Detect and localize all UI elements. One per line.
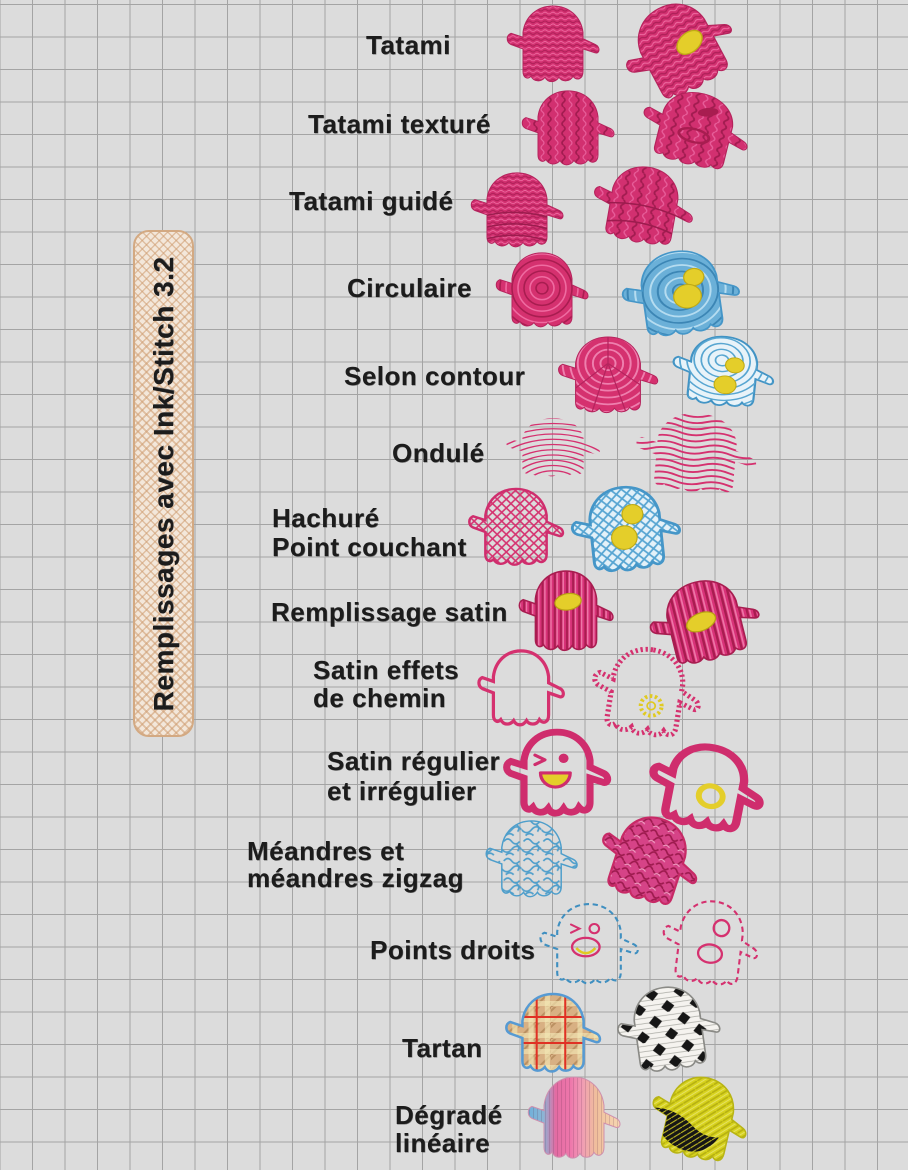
row-label-hachure: Hachuré Point couchant (272, 503, 467, 562)
ghost-sample-hachure-left (465, 486, 567, 572)
ghost-sample-tatami-guide-right (581, 155, 704, 259)
title-banner (133, 230, 194, 737)
row-label-remplissage-satin: Remplissage satin (271, 597, 508, 627)
row-label-tatami-texture: Tatami texturé (308, 109, 491, 139)
ghost-sample-tatami-guide-left (467, 170, 567, 254)
row-label-ondule: Ondulé (392, 438, 485, 468)
row-label-selon-contour: Selon contour (344, 361, 526, 391)
ghost-sample-ondule-left (502, 416, 604, 482)
row-label-circulaire: Circulaire (347, 273, 472, 303)
ghost-sample-circulaire-left (492, 250, 592, 334)
row-label-tartan: Tartan (402, 1033, 483, 1063)
ghost-sample-satin-path-left (475, 648, 567, 732)
ghost-sample-tatami-left (503, 3, 603, 89)
ghost-sample-contour-right (664, 328, 782, 417)
ghost-sample-tartan-left (502, 991, 604, 1079)
ghost-sample-meandres-left (482, 818, 581, 904)
row-label-tatami: Tatami (366, 30, 451, 60)
row-label-satin-effets: Satin effets de chemin (313, 655, 460, 713)
ghost-sample-degrade-left (524, 1074, 624, 1166)
ghost-sample-satin-regulier-left (502, 729, 612, 821)
row-label-satin-regulier: Satin régulier et irrégulier (327, 746, 501, 806)
page-title: Remplissages avec Ink/Stitch 3.2 (147, 256, 179, 711)
ghost-sample-points-droits-left (536, 901, 642, 991)
row-label-degrade: Dégradé linéaire (395, 1100, 503, 1158)
row-label-meandres: Méandres et méandres zigzag (247, 836, 465, 893)
row-label-tatami-guide: Tatami guidé (289, 186, 454, 216)
ghost-sample-degrade-right (637, 1063, 761, 1170)
row-label-points-droits: Points droits (370, 935, 536, 965)
